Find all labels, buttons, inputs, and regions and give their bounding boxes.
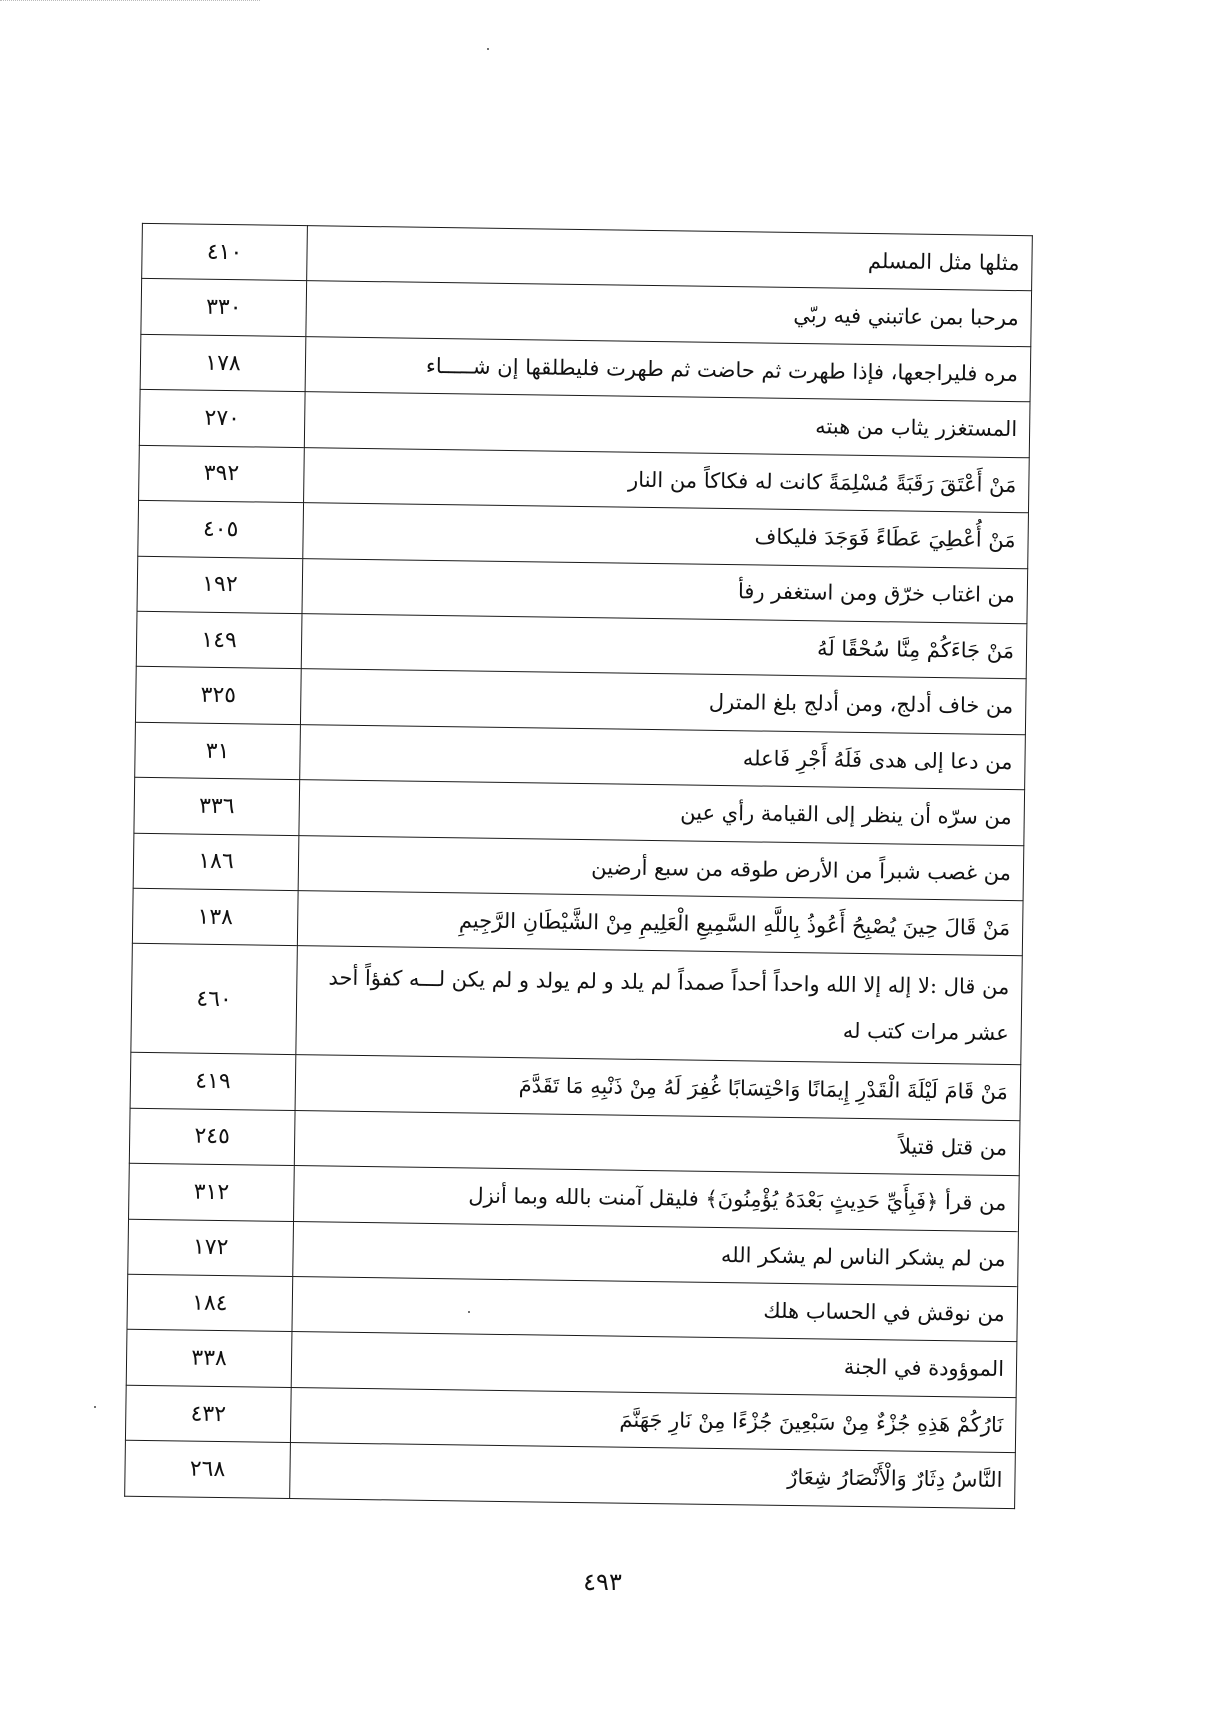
- hadith-phrase: مَنْ قَالَ حِينَ يُصْبِحُ أَعُوذُ بِاللَّهِ السَّمِيعِ الْعَلِيمِ مِنْ الشَّيْطَانِ الرَّجِيمِ: [297, 891, 1023, 957]
- hadith-phrase: المستغزر يثاب من هبته: [304, 392, 1030, 458]
- page-reference: ٣٣٨: [126, 1330, 292, 1388]
- page-reference: ٣٣٦: [134, 778, 300, 836]
- page-reference: ٣٣٠: [141, 279, 307, 337]
- hadith-phrase: من خاف أدلج، ومن أدلج بلغ المترل: [300, 669, 1026, 735]
- page-reference: ٣٩٢: [139, 445, 305, 503]
- page-reference: ٢٤٥: [129, 1108, 295, 1166]
- hadith-phrase: نَارُكُمْ هَذِهِ جُزْءٌ مِنْ سَبْعِينَ جُزْءًا مِنْ نَارِ جَهَنَّمَ: [290, 1387, 1016, 1453]
- hadith-phrase: من نوقش في الحساب هلك: [292, 1277, 1018, 1343]
- hadith-phrase: من غصب شبراً من الأرض طوقه من سبع أرضين: [298, 835, 1024, 901]
- page-reference: ١٧٢: [128, 1219, 294, 1277]
- hadith-phrase: مثلها مثل المسلم: [307, 226, 1033, 292]
- page-reference: ١٩٢: [137, 556, 303, 614]
- page-reference: ٤١٩: [130, 1053, 296, 1111]
- page-reference: ١٣٨: [132, 888, 298, 946]
- table-row: [131, 944, 1022, 1065]
- page-reference: ١٨٤: [127, 1274, 293, 1332]
- page-reference: ٤١٠: [142, 223, 308, 281]
- page-reference: ٣١٢: [129, 1163, 295, 1221]
- page-reference: ٤٠٥: [138, 500, 304, 558]
- hadith-phrase: النَّاسُ دِثَارٌ وَالْأَنْصَارُ شِعَارٌ: [290, 1443, 1016, 1509]
- page-reference: ٢٧٠: [139, 390, 305, 448]
- hadith-phrase: من قال :لا إله إلا الله واحداً أحداً صمداً لم يلد و لم يولد و لم يكن لـــه كفؤاً أحد عشر مرات كتب له: [296, 946, 1022, 1065]
- scan-speck: [468, 1311, 470, 1313]
- hadith-phrase: من قرأ ﴿فَبِأَيِّ حَدِيثٍ بَعْدَهُ يُؤْمِنُونَ﴾ فليقل آمنت بالله وبما أنزل: [294, 1166, 1020, 1232]
- hadith-phrase: من دعا إلى هدى فَلَهُ أَجْرِ فَاعله: [300, 724, 1026, 790]
- scan-speck: [94, 1406, 96, 1408]
- page-reference: ٢٦٨: [125, 1441, 291, 1499]
- hadith-phrase: مرحبا بمن عاتبني فيه ربّي: [306, 281, 1032, 347]
- hadith-phrase: من اغتاب خرّق ومن استغفر رفأ: [302, 558, 1028, 624]
- hadith-phrase: من قتل قتيلاً: [294, 1110, 1020, 1176]
- hadith-phrase: مره فليراجعها، فإذا طهرت ثم حاضت ثم طهرت فليطلقها إن شـــــاء: [305, 336, 1031, 402]
- page-number: ٤٩٣: [583, 1568, 622, 1596]
- table-row: [125, 1441, 1016, 1509]
- hadith-phrase: مَنْ جَاءَكُمْ مِنَّا سُحْقًا لَهُ: [301, 614, 1027, 680]
- hadith-phrase: من سرّه أن ينظر إلى القيامة رأي عين: [299, 780, 1025, 846]
- hadith-index-table: [124, 223, 1033, 1509]
- hadith-phrase: مَنْ قَامَ لَيْلَةَ الْقَدْرِ إِيمَانًا وَاحْتِسَابًا غُفِرَ لَهُ مِنْ ذَنْبِهِ مَا تَقَدَّمَ: [295, 1055, 1021, 1121]
- hadith-phrase: مَنْ أَعْتَقَ رَقَبَةً مُسْلِمَةً كانت له فكاكاً من النار: [304, 447, 1030, 513]
- page-reference: ١٤٩: [136, 611, 302, 669]
- hadith-phrase: من لم يشكر الناس لم يشكر الله: [293, 1221, 1019, 1287]
- page-reference: ٤٦٠: [131, 944, 298, 1055]
- page-reference: ١٧٨: [140, 334, 306, 392]
- page-reference: ٣١: [135, 722, 301, 780]
- page-reference: ٣٢٥: [135, 667, 301, 725]
- hadith-phrase: مَنْ أُعْطِيَ عَطَاءً فَوَجَدَ فليكاف: [303, 503, 1029, 569]
- scan-speck: [487, 48, 489, 50]
- page-reference: ١٨٦: [133, 833, 299, 891]
- page-reference: ٤٣٢: [125, 1385, 291, 1443]
- scan-edge: [0, 0, 260, 1]
- hadith-phrase: الموؤودة في الجنة: [291, 1332, 1017, 1398]
